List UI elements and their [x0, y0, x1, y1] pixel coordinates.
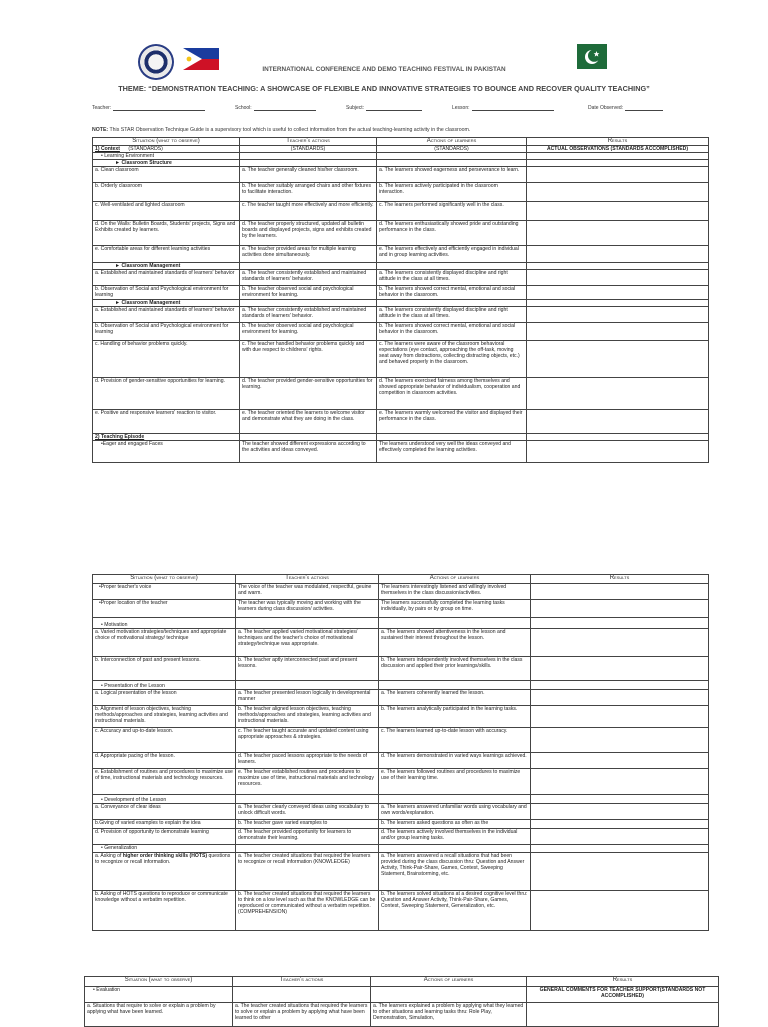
table-cell: b. Observation of Social and Psychological environment for learning [93, 286, 240, 300]
table-cell: b. The learners actively participated in the classroom interaction. [377, 183, 527, 202]
table-cell: e. Establishment of routines and procedures to maximize use of time, instructional materials and technology resources. [93, 769, 236, 795]
table-cell: d. Provision of gender-sensitive opportunities for learning. [93, 378, 240, 410]
table-row [93, 378, 709, 410]
actual-observations-label: ACTUAL OBSERVATIONS (STANDARDS ACCOMPLISHED) [527, 146, 709, 153]
table-cell: d. The learners enthusiastically showed pride and outstanding performance in the class. [377, 221, 527, 246]
cell-text: Evaluation [96, 987, 120, 993]
empty-cell [233, 987, 371, 1003]
table-row [93, 769, 709, 795]
section-presentation: • Presentation of the Lesson [93, 681, 236, 690]
section-development: • Development of the Lesson [93, 795, 236, 804]
empty-cell [531, 681, 709, 690]
table-cell: b. The learners solved situations at a desired cognitive level thru: Question and Answer Activity, Think-Pair-Share, Games, Contest, Sweeping Statement, Generalization, etc. [379, 891, 531, 931]
standards-label: (STANDARDS) [377, 146, 527, 153]
section-generalization: • Generalization [93, 845, 236, 853]
section-classroom-management: ► Classroom Management [93, 263, 240, 270]
table-cell: b. The teacher observed social and psychological environment for learning. [240, 323, 377, 341]
table-cell: b. Orderly classroom [93, 183, 240, 202]
empty-cell [531, 769, 709, 795]
table-cell: a. The learners coherently learned the lesson. [379, 690, 531, 706]
table-cell: e. The teacher established routines and procedures to maximize use of time, instructional materials and technology resources. [236, 769, 379, 795]
section-motivation: • Motivation [93, 618, 236, 629]
table-cell: e. The teacher provided areas for multiple learning activities done simultaneously. [240, 246, 377, 263]
col-results: Results [527, 977, 719, 987]
table-cell: d. On the Walls: Bulletin Boards, Students' projects, Signs and Exhibits created by learners. [93, 221, 240, 246]
empty-cell [531, 804, 709, 820]
table-row [93, 286, 709, 300]
empty-cell [377, 434, 527, 441]
empty-cell [527, 202, 709, 221]
table-row [93, 690, 709, 706]
table-row [93, 584, 709, 600]
table-cell: d. The teacher paced lessons appropriate to the needs of leaners. [236, 753, 379, 769]
col-learners: Actions of learners [379, 575, 531, 584]
table-cell: a. Clean classroom [93, 167, 240, 183]
cell-text: questions to recognize or recall information. [95, 853, 231, 865]
theme-title: THEME: “DEMONSTRATION TEACHING: A SHOWCASE OF FLEXIBLE AND INNOVATIVE STRATEGIES TO BOUNCE AND RECOVER QUALITY TEACHING” [118, 84, 650, 93]
table-cell: a. The teacher generally cleaned his/her classroom. [240, 167, 377, 183]
teacher-field [92, 105, 205, 111]
table-row [93, 629, 709, 657]
table-cell: c. The teacher taught accurate and updated content using appropriate approaches & strategies. [236, 728, 379, 753]
table-cell: d. The learners demonstrated in varied ways learnings achieved. [379, 753, 531, 769]
empty-cell [531, 600, 709, 618]
table-cell: b. The learners showed correct mental, emotional and social behavior in the classroom. [377, 323, 527, 341]
empty-cell [371, 987, 527, 1003]
lesson-label: Lesson: [452, 105, 470, 111]
table-cell: a. Established and maintained standards of learners' behavior [93, 270, 240, 286]
empty-cell [527, 323, 709, 341]
table-cell: e. The learners effectively and efficiently engaged in individual and in group learning activities. [377, 246, 527, 263]
table-row [93, 804, 709, 820]
empty-cell [377, 160, 527, 167]
empty-cell [527, 246, 709, 263]
empty-cell [527, 1003, 719, 1027]
empty-cell [240, 263, 377, 270]
table-row [85, 1003, 719, 1027]
table-cell: The voice of the teacher was modulated, respectful, geuine and warm. [236, 584, 379, 600]
cell-text: 1) Context [95, 146, 120, 152]
table-cell: b. The learners asked questions as often as the [379, 820, 531, 829]
empty-cell [93, 853, 236, 891]
table-cell: a. The teacher consistently established and maintained standards of learners' behavior. [240, 307, 377, 323]
empty-cell [527, 183, 709, 202]
table-cell: b. The teacher observed social and psychological environment for learning. [240, 286, 377, 300]
cell-text: Learning Environment [104, 153, 155, 159]
empty-cell [527, 300, 709, 307]
subject-line [366, 105, 422, 111]
table-cell: a. The learners consistently displayed discipline and right attitude in the class at all times. [377, 307, 527, 323]
table-row [93, 270, 709, 286]
table-cell: a. The learners answered a recall situations that had been provided during the class discussion thru: Question and Answer Activity, Think-Pair-Share, Games, Contest, Sweeping Statement, Brainstorming, etc. [379, 853, 531, 891]
table-row [93, 307, 709, 323]
table-cell: b. The teacher aligned lesson objectives, teaching methods/approaches and strategies, learning activities and instructional materials. [236, 706, 379, 728]
table-cell: a. The teacher created situations that required the learners to solve or explain a problem by applying what have been learned to other [233, 1003, 371, 1027]
cell-text: Classroom Management [121, 263, 181, 269]
empty-cell [236, 845, 379, 853]
conference-title: INTERNATIONAL CONFERENCE AND DEMO TEACHING FESTIVAL IN PAKISTAN [262, 66, 506, 73]
table-cell: b. The learners analytically participated in the learning tasks. [379, 706, 531, 728]
empty-cell [377, 153, 527, 160]
table-cell: d. The learners exercised fairness among themselves and showed appropriate behavior of individualism, cooperation and competition in classroom activities. [377, 378, 527, 410]
empty-cell [527, 270, 709, 286]
empty-cell [240, 153, 377, 160]
table-cell: The teacher showed different expressions according to the activities and ideas conveyed. [240, 441, 377, 463]
empty-cell [527, 167, 709, 183]
lesson-line [472, 105, 554, 111]
table-cell: e. The teacher oriented the learners to welcome visitor and demonstrate what they are doing in the class. [240, 410, 377, 434]
table-cell: a. The learners showed attentiveness in the lesson and sustained their interest throughout the lesson. [379, 629, 531, 657]
empty-cell [531, 629, 709, 657]
cell-text: Development of the Lesson [104, 797, 167, 803]
col-learners: Actions of learners [377, 138, 527, 146]
table-cell: b. The teacher aptly interconnected past and present lessons. [236, 657, 379, 681]
section-classroom-structure: ► Classroom Structure [93, 160, 240, 167]
note-label: NOTE: [92, 127, 109, 133]
table-cell: b. The learners independently involved themselves in the class discussion and applied their prior learnings/skills. [379, 657, 531, 681]
empty-cell [240, 434, 377, 441]
table-cell: c. The learners learned up-to-date lesson with accuracy. [379, 728, 531, 753]
empty-cell [527, 341, 709, 378]
date-field [588, 105, 663, 111]
table-cell: a. The learners showed eagerness and perseverance to learn. [377, 167, 527, 183]
empty-cell [531, 753, 709, 769]
empty-cell [527, 307, 709, 323]
table-cell: d. The teacher provided gender-sensitive opportunities for learning. [240, 378, 377, 410]
date-line [625, 105, 663, 111]
table-cell: a. The teacher clearly conveyed ideas using vocabulary to unlock difficult words. [236, 804, 379, 820]
teacher-line [113, 105, 205, 111]
empty-cell [377, 263, 527, 270]
table-row [93, 657, 709, 681]
table-cell: b. Observation of Social and Psychological environment for learning [93, 323, 240, 341]
table-row [93, 221, 709, 246]
subject-field [346, 105, 422, 111]
cell-text: (STANDARDS) [128, 146, 163, 152]
table-cell: The learners successfully completed the learning tasks individually, by pairs or by group on time. [379, 600, 531, 618]
table-cell: •Proper location of the teacher [93, 600, 236, 618]
cell-text: Generalization [104, 845, 138, 851]
table-cell: c. Well-ventilated and lighted classroom [93, 202, 240, 221]
table-cell: b. Interconnection of past and present lessons. [93, 657, 236, 681]
table-cell: a. Established and maintained standards of learners' behavior [93, 307, 240, 323]
col-results: Results [527, 138, 709, 146]
col-teacher: Teacher's actions [233, 977, 371, 987]
school-line [254, 105, 316, 111]
empty-cell [527, 263, 709, 270]
empty-cell [527, 153, 709, 160]
empty-cell [527, 410, 709, 434]
table-cell: d. The learners actively involved themselves in the individual and/or group learning tasks. [379, 829, 531, 845]
table-cell: e. Positive and responsive learners' reaction to visitor. [93, 410, 240, 434]
table-cell: •Proper teacher's voice [93, 584, 236, 600]
table-cell: d. Appropriate pacing of the lesson. [93, 753, 236, 769]
table-cell: d. Provision of opportunity to demonstrate learning [93, 829, 236, 845]
table-cell: The learners understood very well the ideas conveyed and effectively completed the learning activities. [377, 441, 527, 463]
table-cell: e. The learners warmly welcomed the visitor and displayed their performance in the class. [377, 410, 527, 434]
table-row [93, 341, 709, 378]
table-cell: a. Logical presentation of the lesson [93, 690, 236, 706]
cell-text: higher order thinking skills (HOTS) [122, 853, 208, 859]
date-label: Date Observed: [588, 105, 624, 111]
empty-cell [527, 441, 709, 463]
teacher-label: Teacher: [92, 105, 112, 111]
table-cell: c. The learners were aware of the classroom behavioral expectations (eye contact, approaching the off-task, moving seat away from distractions, collecting distracting objects, etc.) and behaved properly in the classroom. [377, 341, 527, 378]
table-cell: c. Accuracy and up-to-date lesson. [93, 728, 236, 753]
empty-cell [527, 286, 709, 300]
table-cell: c. Handling of behavior problems quickly. [93, 341, 240, 378]
empty-cell [236, 681, 379, 690]
col-learners: Actions of learners [371, 977, 527, 987]
table-cell: a. The teacher consistently established and maintained standards of learners' behavior. [240, 270, 377, 286]
school-field [235, 105, 316, 111]
table-cell: a. Conveyance of clear ideas [93, 804, 236, 820]
table-cell: e. Comfortable areas for different learning activities [93, 246, 240, 263]
section-teaching-episode: 2) Teaching Episode [93, 434, 240, 441]
col-situation: Situation (what to observe) [93, 575, 236, 584]
table-row [93, 706, 709, 728]
col-results: Results [531, 575, 709, 584]
cell-text: Classroom Structure [121, 160, 172, 166]
context-label [93, 146, 240, 153]
empty-cell [531, 618, 709, 629]
empty-cell [240, 300, 377, 307]
empty-cell [377, 300, 527, 307]
table-cell: b. The teacher created situations that required the learners to think on a low level such as that the KNOWLEDGE can be reproduced or communicated without a verbatim repetition. (COMPREHENSION) [236, 891, 379, 931]
table-cell: c. The teacher handled behavior problems quickly and with due respect to childrens' rights. [240, 341, 377, 378]
empty-cell [531, 795, 709, 804]
table-cell: a. The learners answered unfamiliar words using vocabulary and own words/explanation. [379, 804, 531, 820]
table-row [93, 853, 709, 891]
empty-cell [531, 820, 709, 829]
empty-cell [236, 795, 379, 804]
school-label: School: [235, 105, 252, 111]
lesson-field [452, 105, 554, 111]
empty-cell [379, 845, 531, 853]
table-cell: b. The learners showed correct mental, emotional and social behavior in the classroom. [377, 286, 527, 300]
table-row [93, 441, 709, 463]
empty-cell [531, 728, 709, 753]
standards-label: (STANDARDS) [240, 146, 377, 153]
col-teacher: Teacher's actions [236, 575, 379, 584]
observation-table-2 [92, 574, 709, 931]
empty-cell [527, 378, 709, 410]
table-cell: a. The teacher applied varied motivational strategies/ techniques and the teacher's choice of motivational strategy/technique was appropriate. [236, 629, 379, 657]
empty-cell [531, 853, 709, 891]
subject-label: Subject: [346, 105, 365, 111]
table-cell: b. Asking of HOTS questions to reproduce or communicate knowledge without a verbatim repetition. [93, 891, 236, 931]
table-cell: c. The teacher taught more effectively and more efficiently. [240, 202, 377, 221]
table-cell: b.Giving of varied examples to explain the idea [93, 820, 236, 829]
table-cell: d. The teacher properly structured, updated all bulletin boards and displayed projects, signs and exhibits created by the learners. [240, 221, 377, 246]
table-cell: a. Varied motivation strategies/techniques and appropriate choice of motivational strategy/ technique [93, 629, 236, 657]
empty-cell [531, 845, 709, 853]
table-cell: e. The learners followed routines and procedures to maximize use of their learning time. [379, 769, 531, 795]
table-cell: a. The teacher presented lesson logically in developmental manner [236, 690, 379, 706]
table-row [93, 891, 709, 931]
table-cell: The teacher was typically moving and working with the learners during class discussion/ activities. [236, 600, 379, 618]
table-row [93, 202, 709, 221]
empty-cell [379, 618, 531, 629]
empty-cell [531, 891, 709, 931]
cell-text: Presentation of the Lesson [104, 683, 165, 689]
note-text: This STAR Observation Technique Guide is a supervisory tool which is useful to collect information from the actual teaching-learning activity in the classroom. [109, 127, 471, 133]
table-cell: a. The learners consistently displayed discipline and right attitude in the class at all times. [377, 270, 527, 286]
observation-table-1 [92, 137, 709, 463]
empty-cell [527, 434, 709, 441]
table-cell: The learners interestingly listened and willingly involved themselves in the class discussion/activities. [379, 584, 531, 600]
empty-cell [531, 706, 709, 728]
table-cell: a. The teacher created situations that required the learners to recognize or recall information (KNOWLEDGE) [236, 853, 379, 891]
section-classroom-management-2: ► Classroom Management [93, 300, 240, 307]
table-cell: d. The teacher provided opportunity for learners to demonstrate their learning. [236, 829, 379, 845]
deped-seal-logo [138, 44, 174, 80]
empty-cell [527, 160, 709, 167]
table-cell: b. The teacher gave varied examples to [236, 820, 379, 829]
table-cell: a. Situations that require to solve or explain a problem by applying what have been learned. [85, 1003, 233, 1027]
table-row [93, 728, 709, 753]
cell-text: Classroom Management [121, 300, 181, 306]
empty-cell [240, 160, 377, 167]
observation-table-3 [84, 976, 719, 1027]
general-comments-label: GENERAL COMMENTS FOR TEACHER SUPPORT(STANDARDS NOT ACCOMPLISHED) [527, 987, 719, 1003]
section-evaluation: • Evaluation [85, 987, 233, 1003]
section-learning-environment: • Learning Environment [93, 153, 240, 160]
table-row [93, 820, 709, 829]
table-row [93, 829, 709, 845]
table-row [93, 167, 709, 183]
empty-cell [531, 657, 709, 681]
empty-cell [379, 681, 531, 690]
table-row [93, 246, 709, 263]
empty-cell [527, 221, 709, 246]
cell-text: a. Asking of [95, 853, 123, 859]
cell-text: Motivation [104, 622, 128, 628]
empty-cell [379, 795, 531, 804]
note [92, 127, 470, 133]
empty-cell [531, 584, 709, 600]
col-situation: Situation (what to observe) [85, 977, 233, 987]
table-row [93, 323, 709, 341]
table-cell: b. Alignment of lesson objectives, teaching methods/approaches and strategies, learning activities and instructional materials. [93, 706, 236, 728]
table-row [93, 410, 709, 434]
empty-cell [531, 690, 709, 706]
col-situation: Situation (what to observe) [93, 138, 240, 146]
table-row [93, 753, 709, 769]
table-row [93, 600, 709, 618]
table-cell: •Eager and engaged Faces [93, 441, 240, 463]
table-cell: b. The teacher suitably arranged chairs and other fixtures to facilitate interaction. [240, 183, 377, 202]
col-teacher: Teacher's actions [240, 138, 377, 146]
empty-cell [236, 618, 379, 629]
table-row [93, 183, 709, 202]
table-cell: a. The learners explained a problem by applying what they learned to other situations and learning tasks thru: Role Play, Demonstration, Simulation, [371, 1003, 527, 1027]
empty-cell [531, 829, 709, 845]
table-cell: c. The learners performed significantly well in the class. [377, 202, 527, 221]
